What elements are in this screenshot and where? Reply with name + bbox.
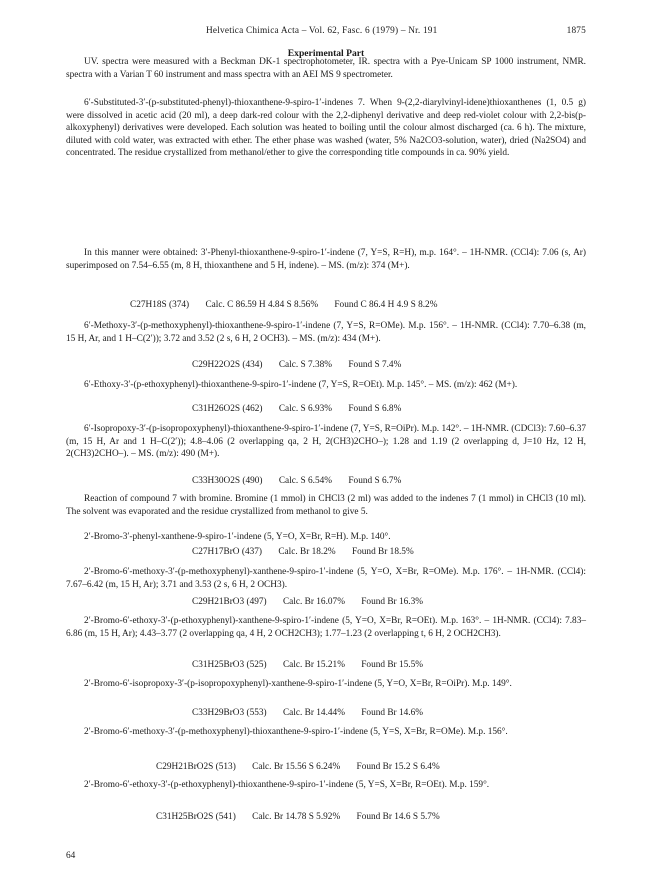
paragraph-bromo-ethoxy-thioxanthene: 2′-Bromo-6′-ethoxy-3′-(p-ethoxyphenyl)-thioxanthene-9-spiro-1′-indene (5, Y=S, X=Br, R=OEt). M.p. 159°. <box>84 780 490 790</box>
analysis-row <box>156 812 440 822</box>
section-heading: Experimental Part <box>287 48 365 59</box>
analysis-found: Found Br 15.2 S 6.4% <box>356 762 440 772</box>
paragraph-phenyl-compound: In this manner were obtained: 3′-Phenyl-thioxanthene-9-spiro-1′-indene (7, Y=S, R=H), m.p. 164°. – 1H-NMR. (CCl4): 7.06 (s, Ar) superimposed on 7.54–6.55 (m, 8 H, thioxanthene and 5 H, indene). – MS. (m/z): 374 (M+). <box>66 248 586 271</box>
analysis-formula: C29H21BrO3 (497) <box>192 597 267 607</box>
analysis-calc: Calc. Br 14.78 S 5.92% <box>252 812 341 822</box>
analysis-found: Found Br 15.5% <box>361 660 423 670</box>
analysis-formula: C31H25BrO3 (525) <box>192 660 267 670</box>
journal-title: Helvetica Chimica Acta – Vol. 62, Fasc. 6 (1979) – Nr. 191 <box>206 26 438 36</box>
analysis-row <box>192 597 423 607</box>
analysis-calc: Calc. C 86.59 H 4.84 S 8.56% <box>205 300 319 310</box>
analysis-row <box>156 762 440 772</box>
analysis-formula: C33H29BrO3 (553) <box>192 708 267 718</box>
paragraph-bromo-methoxy-thioxanthene: 2′-Bromo-6′-methoxy-3′-(p-methoxyphenyl)-thioxanthene-9-spiro-1′-indene (5, Y=S, X=Br, R=OMe). M.p. 156°. <box>84 727 508 737</box>
analysis-calc: Calc. Br 15.56 S 6.24% <box>252 762 341 772</box>
paragraph-bromination: Reaction of compound 7 with bromine. Bromine (1 mmol) in CHCl3 (2 ml) was added to the indenes 7 (1 mmol) in CHCl3 (10 ml). The solvent was evaporated and the residue crystallized from methanol to give 5. <box>66 494 586 517</box>
analysis-row <box>192 360 401 370</box>
paragraph-isopropoxy-compound: 6′-Isopropoxy-3′-(p-isopropoxyphenyl)-thioxanthene-9-spiro-1′-indene (7, Y=S, R=OiPr). M.p. 142°. – 1H-NMR. (CDCl3): 7.60–6.37 (m, 15 H, Ar and 1 H–C(2′)); 4.8–4.06 (2 overlapping qa, 2 H, 2(CH3)2CHO–); 1.28 and 1.19 (2 overlapping d, J=10 Hz, 12 H, 2(CH3)2CHO–). – MS. (m/z): 490 (M+). <box>66 424 586 459</box>
paragraph-general-procedure: 6′-Substituted-3′-(p-substituted-phenyl)-thioxanthene-9-spiro-1′-indenes 7. When 9-(2,2-diarylvinyl-idene)thioxanthenes (1, 0.5 g) were dissolved in acetic acid (20 ml), a deep dark-red colour with the 2,2-diphenyl derivative and deep red-violet colour with 2,2-bis(p-alkoxyphenyl) derivatives were developed. Each solution was heated to boiling until the colour almost discharged (ca. 6 h). The mixture, diluted with cold water, was extracted with ether. The ether phase was washed (water, 5% Na2CO3-solution, water), dried (Na2SO4) and concentrated. The residue crystallized from methanol/ether to give the corresponding title compounds in ca. 90% yield. <box>66 98 586 158</box>
analysis-found: Found Br 16.3% <box>361 597 423 607</box>
analysis-row <box>192 404 401 414</box>
analysis-found: Found Br 18.5% <box>351 547 414 557</box>
analysis-found: Found Br 14.6% <box>361 708 423 718</box>
analysis-row <box>192 476 401 486</box>
analysis-found: Found S 6.8% <box>348 404 402 414</box>
analysis-formula: C29H21BrO2S (513) <box>156 762 236 772</box>
analysis-calc: Calc. S 7.38% <box>278 360 333 370</box>
analysis-found: Found S 6.7% <box>348 476 402 486</box>
sheet-number: 64 <box>66 851 76 861</box>
analysis-calc: Calc. S 6.93% <box>278 404 333 414</box>
running-header <box>66 26 586 40</box>
analysis-formula: C33H30O2S (490) <box>192 476 263 486</box>
analysis-calc: Calc. Br 16.07% <box>282 597 345 607</box>
analysis-row <box>192 660 423 670</box>
analysis-calc: Calc. S 6.54% <box>278 476 333 486</box>
paragraph-methoxy-compound: 6′-Methoxy-3′-(p-methoxyphenyl)-thioxanthene-9-spiro-1′-indene (7, Y=S, R=OMe). M.p. 156°. – 1H-NMR. (CCl4): 7.70–6.38 (m, 15 H, Ar, and 1 H–C(2′)); 3.72 and 3.52 (2 s, 6 H, 2 OCH3). – MS. (m/z): 434 (M+). <box>66 321 586 344</box>
analysis-row <box>192 547 414 557</box>
analysis-calc: Calc. Br 14.44% <box>282 708 345 718</box>
page-number: 1875 <box>566 26 586 36</box>
analysis-calc: Calc. Br 18.2% <box>278 547 336 557</box>
analysis-formula: C29H22O2S (434) <box>192 360 263 370</box>
paragraph-bromo-methoxy-xanthene: 2′-Bromo-6′-methoxy-3′-(p-methoxyphenyl)-xanthene-9-spiro-1′-indene (5, Y=O, X=Br, R=OMe). M.p. 176°. – 1H-NMR. (CCl4): 7.67–6.42 (m, 15 H, Ar); 3.71 and 3.53 (2 s, 6 H, 2 OCH3). <box>66 567 586 590</box>
paragraph-bromo-isopropoxy-xanthene: 2′-Bromo-6′-isopropoxy-3′-(p-isopropoxyphenyl)-xanthene-9-spiro-1′-indene (5, Y=O, X=Br, R=OiPr). M.p. 149°. <box>84 679 512 689</box>
paragraph-bromo-ethoxy-xanthene: 2′-Bromo-6′-ethoxy-3′-(p-ethoxyphenyl)-xanthene-9-spiro-1′-indene (5, Y=O, X=Br, R=OEt). M.p. 163°. – 1H-NMR. (CCl4): 7.83–6.86 (m, 15 H, Ar); 4.43–3.77 (2 overlapping qa, 4 H, 2 OCH2CH3); 1.77–1.23 (2 overlapping t, 6 H, 2 OCH2CH3). <box>66 616 586 639</box>
analysis-calc: Calc. Br 15.21% <box>282 660 345 670</box>
analysis-formula: C31H25BrO2S (541) <box>156 812 236 822</box>
analysis-row <box>130 300 437 310</box>
analysis-found: Found Br 14.6 S 5.7% <box>356 812 440 822</box>
analysis-formula: C27H18S (374) <box>130 300 190 310</box>
analysis-row <box>192 708 423 718</box>
paragraph-bromo-phenyl-xanthene: 2′-Bromo-3′-phenyl-xanthene-9-spiro-1′-indene (5, Y=O, X=Br, R=H). M.p. 140°. <box>84 532 391 542</box>
analysis-formula: C27H17BrO (437) <box>192 547 262 557</box>
paragraph-instruments: UV. spectra were measured with a Beckman DK-1 spectrophotometer, IR. spectra with a Pye-Unicam SP 1000 instrument, NMR. spectra with a Varian T 60 instrument and mass spectra with an AEI MS 9 spectrometer. <box>66 57 586 80</box>
analysis-found: Found S 7.4% <box>348 360 402 370</box>
analysis-found: Found C 86.4 H 4.9 S 8.2% <box>334 300 438 310</box>
paragraph-ethoxy-compound: 6′-Ethoxy-3′-(p-ethoxyphenyl)-thioxanthene-9-spiro-1′-indene (7, Y=S, R=OEt). M.p. 145°. – MS. (m/z): 462 (M+). <box>84 380 518 390</box>
analysis-formula: C31H26O2S (462) <box>192 404 263 414</box>
